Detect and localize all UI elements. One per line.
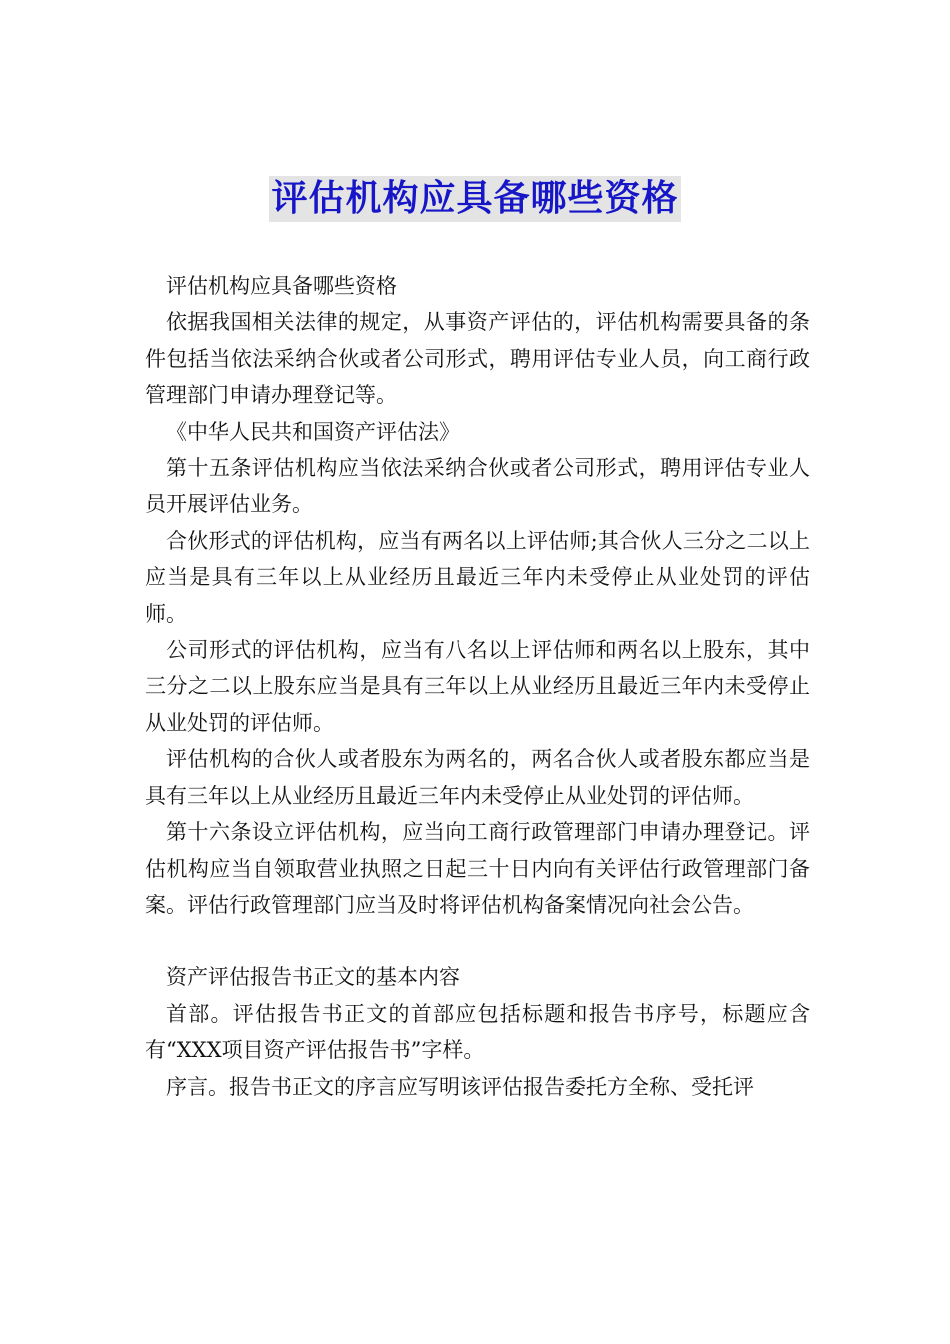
document-body [145,268,810,1105]
paragraph: 《中华人民共和国资产评估法》 [166,419,460,444]
section-spacer [145,923,810,959]
section-heading: 资产评估报告书正文的基本内容 [166,965,460,990]
paragraph: 依据我国相关法律的规定，从事资产评估的，评估机构需要具备的条件包括当依法采纳合伙或者公司形式，聘用评估专业人员，向工商行政管理部门申请办理登记等。 [145,310,810,408]
paragraph: 第十五条评估机构应当依法采纳合伙或者公司形式，聘用评估专业人员开展评估业务。 [145,456,810,517]
paragraph: 第十六条设立评估机构，应当向工商行政管理部门申请办理登记。评估机构应当自领取营业执照之日起三十日内向有关评估行政管理部门备案。评估行政管理部门应当及时将评估机构备案情况向社会公告。 [145,820,810,917]
paragraph: 序言。报告书正文的序言应写明该评估报告委托方全称、受托评 [166,1074,754,1099]
paragraph: 公司形式的评估机构，应当有八名以上评估师和两名以上股东，其中三分之二以上股东应当是具有三年以上从业经历且最近三年内未受停止从业处罚的评估师。 [145,638,810,735]
paragraph: 评估机构应具备哪些资格 [166,274,397,298]
title-container [0,176,950,222]
paragraph: 评估机构的合伙人或者股东为两名的，两名合伙人或者股东都应当是具有三年以上从业经历且最近三年内未受停止从业处罚的评估师。 [145,747,810,808]
paragraph: 首部。评估报告书正文的首部应包括标题和报告书序号，标题应含有“XXX项目资产评估报告书”字样。 [145,1001,810,1063]
document-title: 评估机构应具备哪些资格 [269,176,680,222]
paragraph: 合伙形式的评估机构，应当有两名以上评估师;其合伙人三分之二以上应当是具有三年以上从业经历且最近三年内未受停止从业处罚的评估师。 [145,528,810,626]
